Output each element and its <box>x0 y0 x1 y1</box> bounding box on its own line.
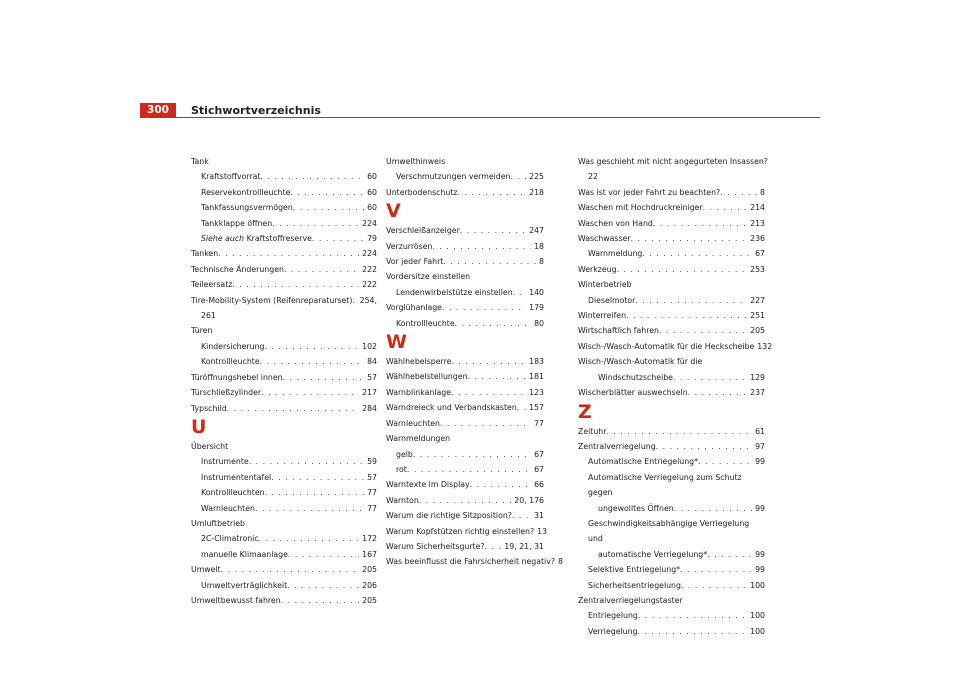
index-entry-geschwindigkeit: Geschwindigkeitsabhängige Verriegelung und automatische Verriegelung* . . . 99 <box>578 516 765 562</box>
index-entry-kopfstuetzen: Warum Kopfstützen richtig einstellen? 13 <box>386 526 548 536</box>
index-entry-auto-entriegelung: Automatische Entriegelung* . . . 99 <box>578 454 765 469</box>
index-entry-warnmeldung: Warnmeldung . . . 67 <box>578 246 765 261</box>
index-entry-tankfassungsvermoegen: Tankfassungsvermögen . . . 60 <box>191 200 377 215</box>
section-letter-u: U <box>191 415 207 438</box>
index-entry-selektive: Selektive Entriegelung* . . . 99 <box>578 562 765 577</box>
index-entry-technische-aenderungen: Technische Änderungen . . . 222 <box>191 262 377 277</box>
section-letter-v: V <box>386 200 401 223</box>
index-entry-nicht-angegurtet: Was geschieht mit nicht angegurteten Insassen? 22 <box>578 157 768 182</box>
index-entry-verschmutzungen: Verschmutzungen vermeiden . . . 225 <box>386 169 544 184</box>
index-entry-umluftbetrieb: Umluftbetrieb <box>191 518 245 528</box>
index-column-2 <box>386 154 563 570</box>
index-entry-teileersatz: Teileersatz . . . 222 <box>191 277 377 292</box>
index-entry-sicherheitsgurte: Warum Sicherheitsgurte? . . . 19, 21, 31 <box>386 539 544 554</box>
index-column-1 <box>191 154 377 608</box>
index-entry-kontrollleuchten: Kontrollleuchten . . . 77 <box>191 485 377 500</box>
index-entry-taster: Zentralverriegelungstaster <box>578 595 683 605</box>
index-entry-uebersicht: Übersicht <box>191 441 229 451</box>
index-entry-umweltvertraeglichkeit: Umweltverträglichkeit . . . 206 <box>191 578 377 593</box>
index-entry-instrumente: Instrumente . . . 59 <box>191 454 377 469</box>
index-entry-umweltbewusst: Umweltbewusst fahren . . . 205 <box>191 593 377 608</box>
index-entry-lendenwirbel: Lendenwirbelstütze einstellen . . . 140 <box>386 285 544 300</box>
index-entry-kontrollleuchte: Kontrollleuchte . . . 84 <box>191 354 377 369</box>
index-entry-klimaanlage: manuelle Klimaanlage . . . 167 <box>191 547 377 562</box>
index-entry-vordersitze: Vordersitze einstellen <box>386 272 471 282</box>
index-entry-wirtschaftlich: Wirtschaftlich fahren . . . 205 <box>578 323 765 338</box>
index-entry-beeinflusst: Was beeinflusst die Fahrsicherheit negativ? 8 <box>386 557 563 567</box>
index-entry-rot: rot . . . 67 <box>386 462 544 477</box>
index-entry-waehlhebelsperre: Wählhebelsperre . . . 183 <box>386 354 544 369</box>
index-entry-tueren: Türen <box>191 326 213 336</box>
index-entry-umwelt: Umwelt . . . 205 <box>191 562 377 577</box>
index-entry-richtige-sitzposition: Warum die richtige Sitzposition? . . . 31 <box>386 508 544 523</box>
index-entry-tank: Tank <box>191 157 209 166</box>
index-entry-waschwasser: Waschwasser . . . 236 <box>578 231 765 246</box>
index-entry-hochdruckreiniger: Waschen mit Hochdruckreiniger . . . 214 <box>578 200 765 215</box>
index-entry-warnmeldungen: Warnmeldungen <box>386 434 451 444</box>
index-entry-gelb: gelb . . . 67 <box>386 447 544 462</box>
index-entry-tankklappe: Tankklappe öffnen . . . 224 <box>191 216 377 231</box>
index-entry-climatronic: 2C-Climatronic . . . 172 <box>191 531 377 546</box>
index-entry-entriegelung: Entriegelung . . . 100 <box>578 608 765 623</box>
index-entry-warnblinkanlage: Warnblinkanlage . . . 123 <box>386 385 544 400</box>
index-entry-siehe-auch: Siehe auch Kraftstoffreserve . . . 79 <box>191 231 377 246</box>
index-entry-tueroeffnungshebel: Türöffnungshebel innen . . . 57 <box>191 370 377 385</box>
index-entry-vorgluehanlage-kontrollleuchte: Kontrollleuchte . . . 80 <box>386 316 544 331</box>
index-entry-warnleuchten: Warnleuchten . . . 77 <box>386 416 544 431</box>
index-entry-unterbodenschutz: Unterbodenschutz . . . 218 <box>386 185 544 200</box>
index-entry-tuerschliesszylinder: Türschließzylinder . . . 217 <box>191 385 377 400</box>
section-letter-z: Z <box>578 400 592 423</box>
index-entry-waehlhebelstellungen: Wählhebelstellungen . . . 181 <box>386 369 544 384</box>
index-entry-warnton: Warnton . . . 20, 176 <box>386 493 544 508</box>
index-entry-von-hand: Waschen von Hand . . . 213 <box>578 216 765 231</box>
index-entry-reservekontrollleuchte: Reservekontrollleuchte . . . 60 <box>191 185 377 200</box>
index-entry-warndreieck: Warndreieck und Verbandskasten . . . 157 <box>386 400 544 415</box>
section-letter-w: W <box>386 331 407 354</box>
index-entry-verriegelung: Verriegelung . . . 100 <box>578 624 765 639</box>
index-entry-heckscheibe: Wisch-/Wasch-Automatik für die Heckscheibe 132 <box>578 341 773 351</box>
index-entry-tanken: Tanken . . . 224 <box>191 246 377 261</box>
index-entry-werkzeug: Werkzeug . . . 253 <box>578 262 765 277</box>
index-entry-winterreifen: Winterreifen . . . 251 <box>578 308 765 323</box>
index-entry-kraftstoffvorrat: Kraftstoffvorrat . . . 60 <box>191 169 377 184</box>
index-entry-warntexte: Warntexte im Display . . . 66 <box>386 477 544 492</box>
index-entry-vor-jeder-fahrt: Vor jeder Fahrt . . . 8 <box>386 254 544 269</box>
index-column-3 <box>578 154 773 639</box>
page-header <box>140 97 820 121</box>
index-entry-umwelthinweis: Umwelthinweis <box>386 157 446 166</box>
index-entry-instrumententafel: Instrumententafel . . . 57 <box>191 470 377 485</box>
index-entry-kindersicherung: Kindersicherung . . . 102 <box>191 339 377 354</box>
index-entry-verzurroesen: Verzurrösen . . . 18 <box>386 239 544 254</box>
index-entry-tire-mobility: Tire-Mobility-System (Reifenreparaturset) . . . 254, 261 <box>191 293 377 324</box>
index-entry-dieselmotor: Dieselmotor . . . 227 <box>578 293 765 308</box>
index-entry-winterbetrieb: Winterbetrieb <box>578 280 632 290</box>
index-entry-wischerblaetter: Wischerblätter auswechseln . . . 237 <box>578 385 765 400</box>
index-entry-verschleiss: Verschleißanzeiger . . . 247 <box>386 223 544 238</box>
index-entry-zentralverriegelung: Zentralverriegelung . . . 97 <box>578 439 765 454</box>
index-entry-typschild: Typschild . . . 284 <box>191 401 377 416</box>
header-rule <box>176 117 820 118</box>
index-entry-auto-verriegelung: Automatische Verriegelung zum Schutz gegen ungewolltes Öffnen . . . 99 <box>578 470 765 516</box>
index-entry-vorgluehanlage: Vorglühanlage . . . 179 <box>386 300 544 315</box>
index-entry-warnleuchten: Warnleuchten . . . 77 <box>191 501 377 516</box>
page-number: 300 <box>140 103 176 118</box>
index-entry-zeituhr: Zeituhr . . . 61 <box>578 424 765 439</box>
index-entry-windschutz: Wisch-/Wasch-Automatik für die Windschutzscheibe . . . 129 <box>578 354 765 385</box>
index-entry-vor-jeder-fahrt-beachten: Was ist vor jeder Fahrt zu beachten? . . . 8 <box>578 185 765 200</box>
index-entry-sicherheitsentriegelung: Sicherheitsentriegelung . . . 100 <box>578 578 765 593</box>
page-title: Stichwortverzeichnis <box>191 104 321 117</box>
